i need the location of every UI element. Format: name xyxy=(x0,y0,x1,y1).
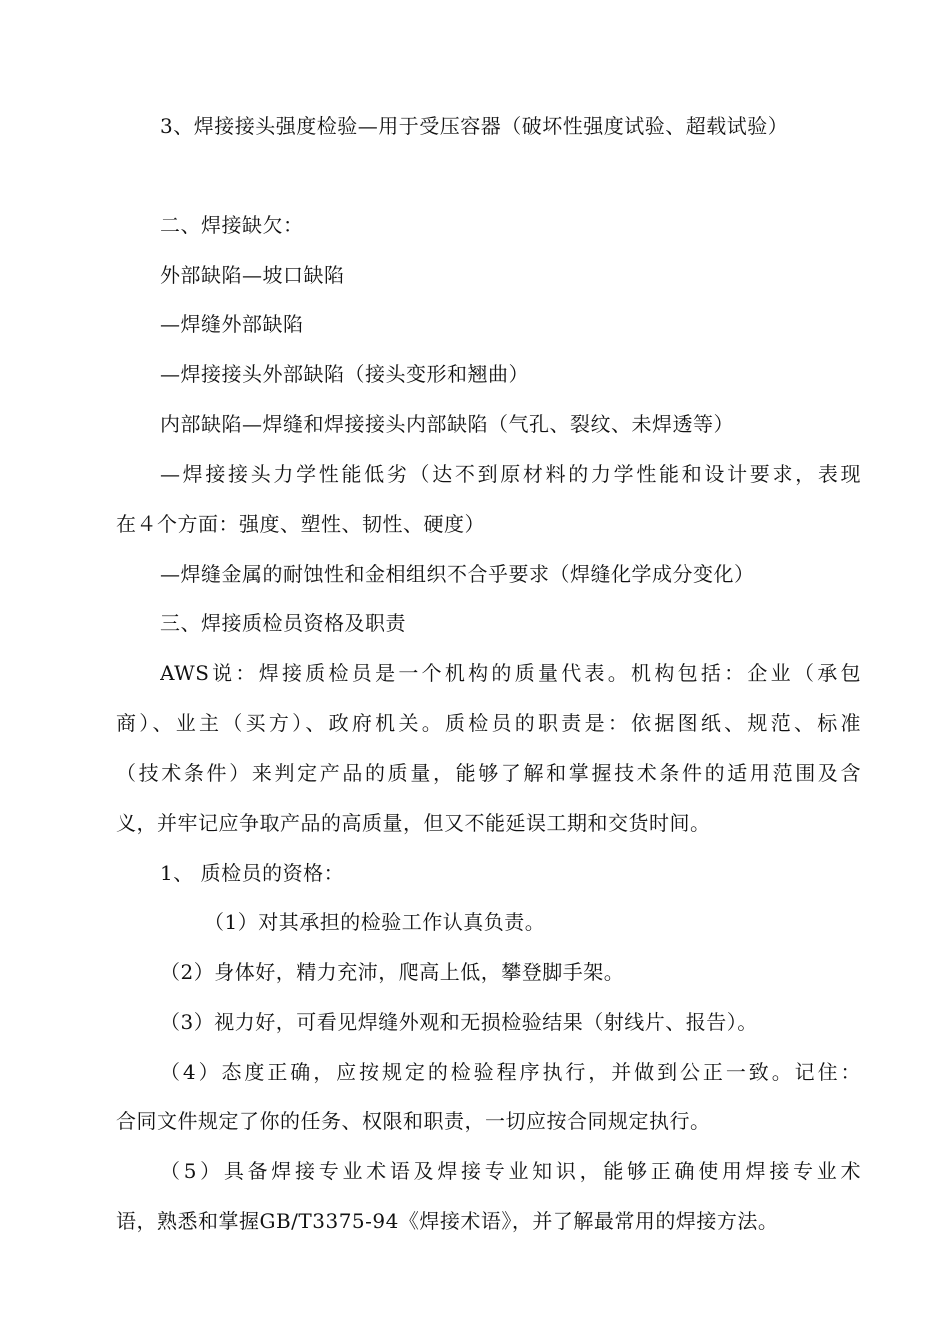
list-item-1: （1）对其承担的检验工作认真负责。 xyxy=(204,910,546,934)
text-line-strength-test: 3、焊接接头强度检验—用于受压容器（破坏性强度试验、超载试验） xyxy=(160,114,789,138)
list-item-5: （5）具备焊接专业术语及焊接专业知识，能够正确使用焊接专业术 xyxy=(160,1159,861,1183)
text-line-external-defects: 外部缺陷—坡口缺陷 xyxy=(160,263,345,287)
text-line-inspector-duties: 商）、业主（买方）、政府机关。质检员的职责是：依据图纸、规范、标准 xyxy=(116,711,861,735)
subheading-inspector-qualification: 1、 质检员的资格： xyxy=(160,861,345,885)
text-line-joint-external-defects: —焊接接头外部缺陷（接头变形和翘曲） xyxy=(160,362,529,386)
text-line-internal-defects: 内部缺陷—焊缝和焊接接头内部缺陷（气孔、裂纹、未焊透等） xyxy=(160,412,734,436)
list-item-4: （4）态度正确，应按规定的检验程序执行，并做到公正一致。记住： xyxy=(160,1060,861,1084)
text-line-mechanical-properties: —焊接接头力学性能低劣（达不到原材料的力学性能和设计要求，表现 xyxy=(160,462,861,486)
section-heading-inspector-qualification: 三、焊接质检员资格及职责 xyxy=(160,611,406,635)
list-item-4-continued: 合同文件规定了你的任务、权限和职责，一切应按合同规定执行。 xyxy=(116,1109,711,1133)
section-heading-weld-defects: 二、焊接缺欠： xyxy=(160,213,304,237)
text-line-technical-conditions: （技术条件）来判定产品的质量，能够了解和掌握技术条件的适用范围及含 xyxy=(116,761,861,785)
text-line-aws-statement: AWS说：焊接质检员是一个机构的质量代表。机构包括：企业（承包 xyxy=(160,661,861,685)
text-line-quality-schedule: 义，并牢记应争取产品的高质量，但又不能延误工期和交货时间。 xyxy=(116,811,711,835)
list-item-2: （2）身体好，精力充沛，爬高上低，攀登脚手架。 xyxy=(160,960,625,984)
text-line-corrosion-resistance: —焊缝金属的耐蚀性和金相组织不合乎要求（焊缝化学成分变化） xyxy=(160,562,755,586)
text-line-weld-external-defects: —焊缝外部缺陷 xyxy=(160,312,304,336)
text-line-four-aspects: 在４个方面：强度、塑性、韧性、硬度） xyxy=(116,512,485,536)
list-item-5-continued: 语，熟悉和掌握GB/T3375-94《焊接术语》，并了解最常用的焊接方法。 xyxy=(116,1209,779,1233)
list-item-3: （3）视力好，可看见焊缝外观和无损检验结果（射线片、报告）。 xyxy=(160,1010,758,1034)
